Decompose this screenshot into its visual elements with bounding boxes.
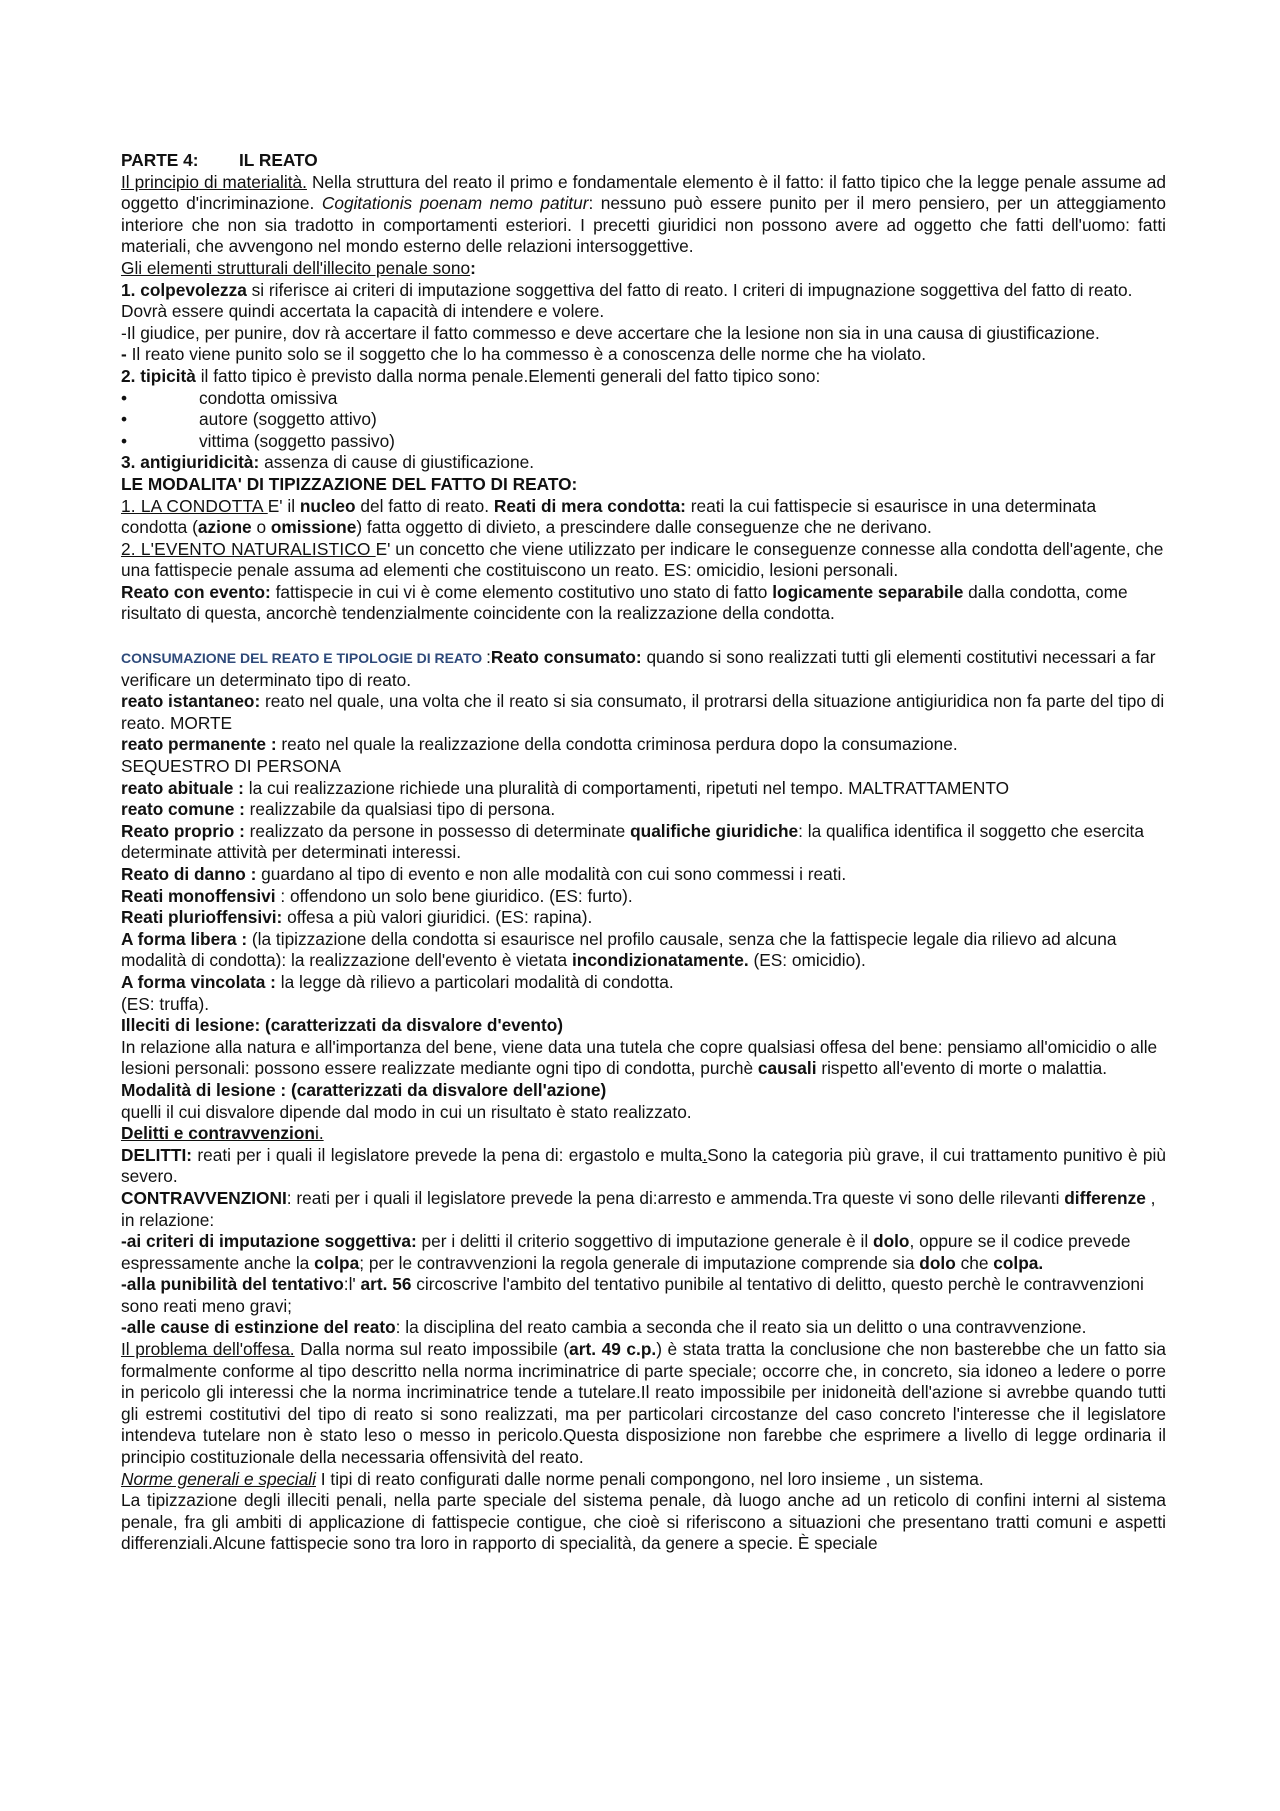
modalita-title: LE MODALITA' DI TIPIZZAZIONE DEL FATTO DI REATO:	[121, 473, 578, 494]
reato-proprio: Reato proprio : realizzato da persone in possesso di determinate qualifiche giuridiche: la qualifica identifica il soggetto che esercita determinate attività per determinati interessi.	[121, 820, 1144, 863]
reato-di-danno: Reato di danno : guardano al tipo di evento e non alle modalità con cui sono commessi i reati.	[121, 864, 847, 884]
delitti-title: Delitti e contravvenzioni.	[121, 1123, 324, 1144]
materiality-paragraph: Il principio di materialità. Nella struttura del reato il primo e fondamentale elemento è il fatto: il fatto tipico che la legge penale assume ad oggetto d'incriminazione. Cogitationis poenam nemo patitur: nessuno può essere punito per il mero pensiero, per un atteggiamento interiore che non sia tradotto in comportamenti esteriori. I precetti giuridici non possono avere ad oggetto che fatti dell'uomo: fatti materiali, che avvengono nel mondo esterno delle relazioni intersoggettive.	[121, 171, 1166, 257]
bullet-item: • vittima (soggetto passivo)	[121, 430, 395, 451]
consumazione-section: CONSUMAZIONE DEL REATO E TIPOLOGIE DI REATO :Reato consumato: quando si sono realizzati tutti gli elementi costitutivi necessari a far verificare un determinato tipo di reato.	[121, 647, 1156, 690]
page-heading: PARTE 4: IL REATO	[121, 150, 318, 170]
problema-offesa: Il problema dell'offesa. Dalla norma sul reato impossibile (art. 49 c.p.) è stata tratta la conclusione che non basterebbe che un fatto sia formalmente conforme al tipo descritto nella norma incriminatrice di parte speciale; occorre che, in concreto, sia idoneo a ledere o porre in pericolo gli interessi che la norma incriminatrice tende a tutelare.Il reato impossibile per inidoneità dell'azione si avrebbe quando tutti gli estremi costitutivi del tipo di reato si sono realizzati, ma per particolari circostanze del caso concreto l'interesse che il legislatore intendeva tutelare non è stato leso o messo in pericolo.Questa disposizione non farebbe che esprimere a livello di legge ordinaria il principio costituzionale della necessaria offensività del reato.	[121, 1339, 1166, 1468]
bullet-icon: •	[121, 387, 128, 408]
forma-vincolata-example: (ES: truffa).	[121, 993, 210, 1014]
illeciti-lesione-text: In relazione alla natura e all'importanza del bene, viene data una tutela che copre qualsiasi offesa del bene: pensiamo all'omicidio o alle lesioni personali: possono essere realizzate mediante ogni tipo di condotta, purchè causali rispetto all'evento di morte o malattia. Modalità di lesione : (caratterizzati da disvalore dell'azione)	[121, 1036, 1158, 1100]
illeciti-lesione-title: Illeciti di lesione: (caratterizzati da disvalore d'evento)	[121, 1015, 564, 1036]
punibilita-tentativo: -alla punibilità del tentativo:l' art. 56 circoscrive l'ambito del tentativo punibile al tentativo di delitto, questo perchè le contravvenzioni sono reati meno gravi;	[121, 1274, 1144, 1316]
reati-plurioffensivi: Reati plurioffensivi: offesa a più valori giuridici. (ES: rapina).	[121, 907, 593, 928]
modalita-lesione-text: quelli il cui disvalore dipende dal modo in cui un risultato è stato realizzato.	[121, 1101, 692, 1122]
section-heading: CONSUMAZIONE DEL REATO E TIPOLOGIE DI REATO	[121, 650, 487, 667]
reato-con-evento: Reato con evento: fattispecie in cui vi è come elemento costitutivo uno stato di fatto logicamente separabile dalla condotta, come risultato di questa, ancorchè tendenzialmente coincidente con la realizzazione della condotta.	[121, 581, 1128, 624]
bullet-item: • autore (soggetto attivo)	[121, 409, 377, 430]
norme-tipizzazione: La tipizzazione degli illeciti penali, nella parte speciale del sistema penale, dà luogo anche ad un reticolo di confini interni al sistema penale, fra gli ambiti di applicazione di fattispecie contigue, che cioè si riferiscono a situazioni che presentano tratti comuni e aspetti differenziali.Alcune fattispecie sono tra loro in rapporto di specialità, da genere a specie. È speciale	[121, 1490, 1166, 1554]
element-tipicita: 2. tipicità il fatto tipico è previsto dalla norma penale.Elementi generali del fatto tipico sono:	[121, 365, 821, 386]
forma-libera: A forma libera : (la tipizzazione della condotta si esaurisce nel profilo causale, senza che la fattispecie legale dia rilievo ad alcuna modalità di condotta): la realizzazione dell'evento è vietata incondizionatamente. (ES: omicidio).	[121, 928, 1117, 971]
modalita-condotta: 1. LA CONDOTTA E' il nucleo del fatto di reato. Reati di mera condotta: reati la cui fattispecie si esaurisce in una determinata condotta (azione o omissione) fatta oggetto di divieto, a prescindere dalle conseguenze che ne derivano.	[121, 495, 1097, 538]
reato-abituale: reato abituale : la cui realizzazione richiede una pluralità di comportamenti, ripetuti nel tempo. MALTRATTAMENTO	[121, 777, 1010, 798]
reati-monoffensivi: Reati monoffensivi : offendono un solo bene giuridico. (ES: furto).	[121, 885, 633, 906]
bullet-icon: •	[121, 430, 128, 451]
cause-estinzione: -alle cause di estinzione del reato: la disciplina del reato cambia a seconda che il reato sia un delitto o una contravvenzione.	[121, 1317, 1087, 1338]
element-colpevolezza-note-2: - Il reato viene punito solo se il soggetto che lo ha commesso è a conoscenza delle norme che ha violato.	[121, 344, 927, 365]
modalita-evento: 2. L'EVENTO NATURALISTICO E' un concetto che viene utilizzato per indicare le conseguenze connesse alla condotta dell'agente, che una fattispecie penale assuma ad elementi che costituiscono un reato. ES: omicidio, lesioni personali.	[121, 538, 1164, 581]
forma-vincolata: A forma vincolata : la legge dà rilievo a particolari modalità di condotta.	[121, 971, 674, 992]
bullet-item: • condotta omissiva	[121, 387, 338, 408]
elements-heading: Gli elementi strutturali dell'illecito penale sono:	[121, 257, 476, 278]
reato-permanente-example: SEQUESTRO DI PERSONA	[121, 756, 341, 777]
element-colpevolezza: 1. colpevolezza si riferisce ai criteri di imputazione soggettiva del fatto di reato. I criteri di impugnazione soggettiva del fatto di reato. Dovrà essere quindi accertata la capacità di intendere e volere.	[121, 279, 1133, 322]
element-antigiuridicita: 3. antigiuridicità: assenza di cause di giustificazione.	[121, 452, 535, 473]
element-colpevolezza-note-1: -Il giudice, per punire, dov rà accertare il fatto commesso e deve accertare che la lesione non sia in una causa di giustificazione.	[121, 322, 1100, 343]
document-page	[121, 150, 1166, 1555]
norme-generali: Norme generali e speciali I tipi di reato configurati dalle norme penali compongono, nel loro insieme , un sistema.	[121, 1468, 984, 1489]
bullet-icon: •	[121, 409, 128, 430]
contravvenzioni-definition: CONTRAVVENZIONI: reati per i quali il legislatore prevede la pena di:arresto e ammenda.Tra queste vi sono delle rilevanti differenze , in relazione:	[121, 1187, 1156, 1230]
reato-comune: reato comune : realizzabile da qualsiasi tipo di persona.	[121, 799, 556, 820]
delitti-definition: DELITTI: reati per i quali il legislatore prevede la pena di: ergastolo e multa.Sono la categoria più grave, il cui trattamento punitivo è più severo.	[121, 1144, 1166, 1187]
reato-istantaneo: reato istantaneo: reato nel quale, una volta che il reato si sia consumato, il protrarsi della situazione antigiuridica non fa parte del tipo di reato. MORTE	[121, 691, 1165, 733]
reato-permanente: reato permanente : reato nel quale la realizzazione della condotta criminosa perdura dopo la consumazione.	[121, 734, 958, 755]
criteri-imputazione: -ai criteri di imputazione soggettiva: per i delitti il criterio soggettivo di imputazione generale è il dolo, oppure se il codice prevede espressamente anche la colpa; per le contravvenzioni la regola generale di imputazione comprende sia dolo che colpa.	[121, 1231, 1131, 1273]
